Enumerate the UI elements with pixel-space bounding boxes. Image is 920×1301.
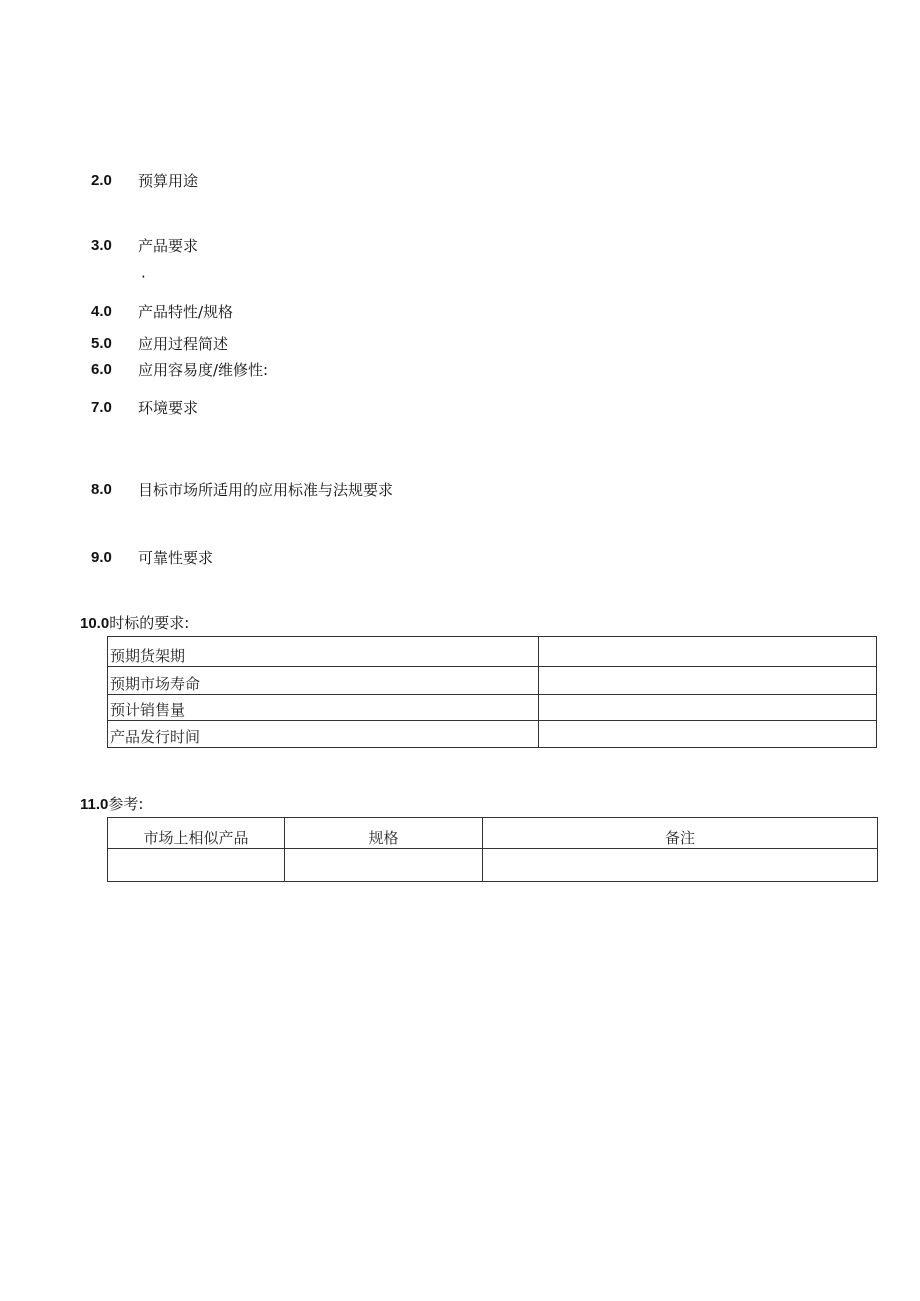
section-number: 8.0 xyxy=(91,481,112,498)
table-header-row xyxy=(108,818,878,849)
section-number: 5.0 xyxy=(91,335,112,352)
reference-heading xyxy=(80,794,143,815)
reference-cell[interactable] xyxy=(108,849,285,882)
section-number: 6.0 xyxy=(91,361,112,378)
section-number: 7.0 xyxy=(91,399,112,416)
column-header: 市场上相似产品 xyxy=(108,818,285,849)
section-number: 11.0 xyxy=(80,796,109,813)
section-title: 应用容易度/维修性: xyxy=(138,361,269,379)
section-title: 参考: xyxy=(108,795,144,813)
timeline-heading xyxy=(80,613,189,634)
timeline-value[interactable] xyxy=(539,695,877,721)
section-number: 10.0 xyxy=(80,615,110,632)
section-title: 目标市场所适用的应用标准与法规要求 xyxy=(138,481,394,499)
table-row xyxy=(108,667,877,695)
table-row xyxy=(108,637,877,667)
timeline-label: 产品发行时间 xyxy=(108,721,539,748)
timeline-label: 预期货架期 xyxy=(108,637,539,667)
section-title: 预算用途 xyxy=(138,172,199,190)
reference-table xyxy=(107,817,878,882)
section-title: 产品特性/规格 xyxy=(138,303,234,321)
section-title: 可靠性要求 xyxy=(138,549,214,567)
timeline-value[interactable] xyxy=(539,721,877,748)
section-title: 应用过程简述 xyxy=(138,335,229,353)
section-number: 4.0 xyxy=(91,303,112,320)
timeline-value[interactable] xyxy=(539,637,877,667)
table-row xyxy=(108,849,878,882)
column-header: 规格 xyxy=(285,818,483,849)
reference-cell[interactable] xyxy=(483,849,878,882)
timeline-table xyxy=(107,636,877,748)
section-number: 3.0 xyxy=(91,237,112,254)
table-row xyxy=(108,721,877,748)
timeline-label: 预期市场寿命 xyxy=(108,667,539,695)
timeline-label: 预计销售量 xyxy=(108,695,539,721)
bullet-mark: · xyxy=(141,268,146,286)
section-title: 时标的要求: xyxy=(109,614,190,632)
section-title: 环境要求 xyxy=(138,399,199,417)
timeline-value[interactable] xyxy=(539,667,877,695)
section-number: 9.0 xyxy=(91,549,112,566)
section-title: 产品要求 xyxy=(138,237,199,255)
section-number: 2.0 xyxy=(91,172,112,189)
column-header: 备注 xyxy=(483,818,878,849)
table-row xyxy=(108,695,877,721)
reference-cell[interactable] xyxy=(285,849,483,882)
